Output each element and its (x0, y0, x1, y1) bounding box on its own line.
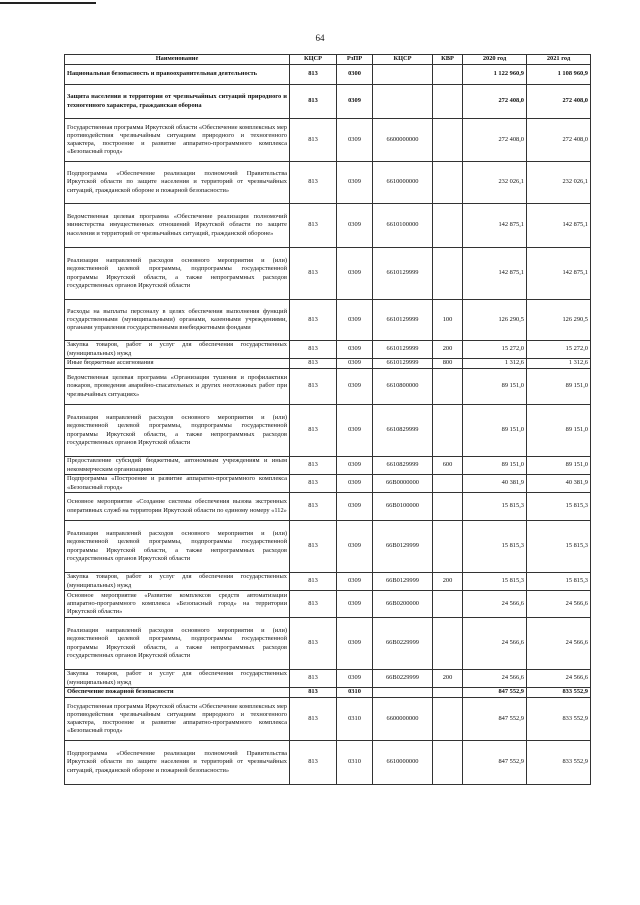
cell-kcsr: 66В0200000 (373, 591, 433, 618)
cell-rzpr: 0309 (337, 521, 373, 573)
cell-2020: 15 815,3 (463, 521, 527, 573)
cell-rzpr: 0309 (337, 359, 373, 369)
cell-kcsr: 66В0129999 (373, 573, 433, 591)
cell-kcsr: 6610129999 (373, 359, 433, 369)
table-row (65, 248, 591, 300)
cell-rzpr: 0309 (337, 618, 373, 670)
cell-2020: 24 566,6 (463, 591, 527, 618)
cell-name: Государственная программа Иркутской области «Обеспечение комплексных мер противодействия чрезвычайным ситуациям природного и техногенного характера, построение и развитие аппаратно-программного комплекса «Безопасный город» (65, 119, 290, 162)
col-header-kcsr-code: КЦСР (290, 55, 337, 65)
cell-2021: 15 815,3 (527, 521, 591, 573)
col-header-2021: 2021 год (527, 55, 591, 65)
cell-kcsr: 6600000000 (373, 698, 433, 741)
cell-name: Защита населения и территории от чрезвычайных ситуаций природного и техногенного характера, гражданская оборона (65, 85, 290, 119)
cell-rzpr: 0309 (337, 591, 373, 618)
cell-code: 813 (290, 162, 337, 204)
cell-code: 813 (290, 670, 337, 688)
cell-kvr (433, 493, 463, 521)
cell-2020: 40 381,9 (463, 475, 527, 493)
cell-kcsr: 66В0129999 (373, 521, 433, 573)
cell-kvr (433, 521, 463, 573)
cell-rzpr: 0309 (337, 573, 373, 591)
cell-kcsr: 6610100000 (373, 204, 433, 248)
cell-code: 813 (290, 618, 337, 670)
cell-name: Иные бюджетные ассигнования (65, 359, 290, 369)
cell-rzpr: 0309 (337, 85, 373, 119)
table-row (65, 688, 591, 698)
cell-code: 813 (290, 248, 337, 300)
table-row (65, 369, 591, 405)
cell-name: Закупка товаров, работ и услуг для обеспечения государственных (муниципальных) нужд (65, 573, 290, 591)
table-row (65, 341, 591, 359)
page-number: 64 (315, 33, 325, 43)
cell-kcsr: 6610800000 (373, 369, 433, 405)
table-row (65, 359, 591, 369)
cell-kcsr: 6610829999 (373, 457, 433, 475)
cell-2021: 24 566,6 (527, 670, 591, 688)
cell-rzpr: 0310 (337, 698, 373, 741)
cell-2020: 1 122 960,9 (463, 65, 527, 85)
cell-name: Реализация направлений расходов основного мероприятия и (или) ведомственной целевой программы, подпрограммы государственной программы Иркутской области, а также непрограммных расходов государственных органов Иркутской области (65, 405, 290, 457)
cell-code: 813 (290, 457, 337, 475)
cell-2020: 126 290,5 (463, 300, 527, 341)
cell-kcsr (373, 65, 433, 85)
cell-rzpr: 0309 (337, 369, 373, 405)
cell-2021: 272 408,0 (527, 85, 591, 119)
cell-kcsr: 66В0100000 (373, 493, 433, 521)
cell-rzpr: 0310 (337, 741, 373, 785)
table-row (65, 85, 591, 119)
table-row (65, 119, 591, 162)
col-header-kvr: КВР (433, 55, 463, 65)
table-row (65, 204, 591, 248)
cell-code: 813 (290, 493, 337, 521)
cell-code: 813 (290, 698, 337, 741)
cell-kvr (433, 405, 463, 457)
cell-kcsr: 66В0229999 (373, 670, 433, 688)
cell-name: Расходы на выплаты персоналу в целях обеспечения выполнения функций государственными (муниципальными) органами, казенными учреждениями, органами управления государственными внебюджетными фондами (65, 300, 290, 341)
cell-2020: 15 815,3 (463, 573, 527, 591)
cell-kvr: 600 (433, 457, 463, 475)
cell-rzpr: 0309 (337, 670, 373, 688)
cell-2021: 232 026,1 (527, 162, 591, 204)
cell-2021: 24 566,6 (527, 618, 591, 670)
col-header-rzpr: РзПР (337, 55, 373, 65)
cell-2020: 15 272,0 (463, 341, 527, 359)
cell-2020: 232 026,1 (463, 162, 527, 204)
cell-kvr (433, 85, 463, 119)
cell-2021: 142 875,1 (527, 204, 591, 248)
cell-name: Подпрограмма «Построение и развитие аппаратно-программного комплекса «Безопасный город» (65, 475, 290, 493)
cell-2020: 142 875,1 (463, 204, 527, 248)
cell-rzpr: 0310 (337, 688, 373, 698)
cell-kvr (433, 162, 463, 204)
cell-kvr: 200 (433, 341, 463, 359)
cell-name: Национальная безопасность и правоохранительная деятельность (65, 65, 290, 85)
cell-2020: 15 815,3 (463, 493, 527, 521)
col-header-name: Наименование (65, 55, 290, 65)
cell-kcsr: 66В0229999 (373, 618, 433, 670)
cell-name: Ведомственная целевая программа «Обеспечение реализации полномочий министерства имущественных отношений Иркутской области по защите населения и территорий от чрезвычайных ситуаций, гражданской обороне» (65, 204, 290, 248)
cell-code: 813 (290, 405, 337, 457)
cell-rzpr: 0309 (337, 300, 373, 341)
cell-kvr: 200 (433, 670, 463, 688)
table-row (65, 457, 591, 475)
table-row (65, 670, 591, 688)
cell-kvr (433, 119, 463, 162)
col-header-kcsr: КЦСР (373, 55, 433, 65)
cell-2021: 142 875,1 (527, 248, 591, 300)
cell-kcsr (373, 688, 433, 698)
cell-code: 813 (290, 688, 337, 698)
cell-kcsr: 6610829999 (373, 405, 433, 457)
cell-code: 813 (290, 119, 337, 162)
cell-2021: 89 151,0 (527, 405, 591, 457)
cell-2020: 89 151,0 (463, 369, 527, 405)
cell-2020: 847 552,9 (463, 741, 527, 785)
cell-name: Государственная программа Иркутской области «Обеспечение комплексных мер противодействия чрезвычайным ситуациям природного и техногенного характера, построение и развитие аппаратно-программного комплекса «Безопасный город» (65, 698, 290, 741)
cell-2021: 40 381,9 (527, 475, 591, 493)
cell-code: 813 (290, 341, 337, 359)
cell-2021: 833 552,9 (527, 741, 591, 785)
cell-code: 813 (290, 204, 337, 248)
cell-2020: 1 312,6 (463, 359, 527, 369)
cell-2020: 142 875,1 (463, 248, 527, 300)
cell-kcsr: 66В0000000 (373, 475, 433, 493)
cell-kcsr: 6610129999 (373, 248, 433, 300)
cell-kvr (433, 475, 463, 493)
table-row (65, 741, 591, 785)
table-header-row (65, 55, 591, 65)
cell-kvr (433, 688, 463, 698)
cell-code: 813 (290, 475, 337, 493)
cell-2020: 89 151,0 (463, 405, 527, 457)
cell-2021: 272 408,0 (527, 119, 591, 162)
cell-kvr: 100 (433, 300, 463, 341)
cell-2020: 847 552,9 (463, 698, 527, 741)
cell-2021: 1 312,6 (527, 359, 591, 369)
cell-code: 813 (290, 85, 337, 119)
cell-name: Основное мероприятие «Развитие комплексов средств автоматизации аппаратно-программного комплекса «Безопасный город» на территории Иркутской области» (65, 591, 290, 618)
cell-2020: 89 151,0 (463, 457, 527, 475)
cell-kcsr: 6610000000 (373, 162, 433, 204)
cell-name: Подпрограмма «Обеспечение реализации полномочий Правительства Иркутской области по защите населения и территорий от чрезвычайных ситуаций, гражданской обороне и пожарной безопасности» (65, 162, 290, 204)
cell-name: Обеспечение пожарной безопасности (65, 688, 290, 698)
scan-edge-line (0, 2, 96, 4)
cell-code: 813 (290, 65, 337, 85)
cell-2021: 89 151,0 (527, 369, 591, 405)
cell-kvr (433, 369, 463, 405)
cell-2021: 89 151,0 (527, 457, 591, 475)
cell-rzpr: 0309 (337, 457, 373, 475)
cell-name: Подпрограмма «Обеспечение реализации полномочий Правительства Иркутской области по защите населения и территорий от чрезвычайных ситуаций, гражданской обороне и пожарной безопасности» (65, 741, 290, 785)
cell-code: 813 (290, 300, 337, 341)
cell-kcsr: 6610129999 (373, 300, 433, 341)
col-header-2020: 2020 год (463, 55, 527, 65)
cell-rzpr: 0309 (337, 248, 373, 300)
cell-code: 813 (290, 591, 337, 618)
cell-rzpr: 0309 (337, 475, 373, 493)
cell-code: 813 (290, 741, 337, 785)
cell-2020: 24 566,6 (463, 618, 527, 670)
table-row (65, 65, 591, 85)
table-row (65, 162, 591, 204)
cell-name: Закупка товаров, работ и услуг для обеспечения государственных (муниципальных) нужд (65, 670, 290, 688)
table-row (65, 521, 591, 573)
cell-rzpr: 0309 (337, 341, 373, 359)
cell-2020: 24 566,6 (463, 670, 527, 688)
cell-2020: 847 552,9 (463, 688, 527, 698)
table-row (65, 618, 591, 670)
cell-name: Основное мероприятие «Создание системы обеспечения вызова экстренных оперативных служб на территории Иркутской области по единому номеру «112» (65, 493, 290, 521)
table-row (65, 493, 591, 521)
cell-kcsr (373, 85, 433, 119)
table-row (65, 475, 591, 493)
cell-rzpr: 0309 (337, 493, 373, 521)
budget-table (64, 54, 591, 785)
cell-kvr (433, 618, 463, 670)
cell-rzpr: 0309 (337, 119, 373, 162)
cell-kcsr: 6610000000 (373, 741, 433, 785)
cell-code: 813 (290, 573, 337, 591)
cell-code: 813 (290, 369, 337, 405)
cell-2021: 1 108 960,9 (527, 65, 591, 85)
table-row (65, 573, 591, 591)
cell-kcsr: 6610129999 (373, 341, 433, 359)
cell-rzpr: 0309 (337, 162, 373, 204)
cell-rzpr: 0300 (337, 65, 373, 85)
cell-rzpr: 0309 (337, 204, 373, 248)
cell-kcsr: 6600000000 (373, 119, 433, 162)
cell-2020: 272 408,0 (463, 85, 527, 119)
cell-2021: 833 552,9 (527, 688, 591, 698)
cell-kvr (433, 741, 463, 785)
table-row (65, 591, 591, 618)
cell-name: Закупка товаров, работ и услуг для обеспечения государственных (муниципальных) нужд (65, 341, 290, 359)
cell-2021: 24 566,6 (527, 591, 591, 618)
cell-2021: 15 815,3 (527, 493, 591, 521)
cell-name: Реализация направлений расходов основного мероприятия и (или) ведомственной целевой программы, подпрограммы государственной программы Иркутской области, а также непрограммных расходов государственных органов Иркутской области (65, 618, 290, 670)
cell-name: Ведомственная целевая программа «Организация тушения и профилактики пожаров, проведения аварийно-спасательных и других неотложных работ при чрезвычайных ситуациях» (65, 369, 290, 405)
cell-2020: 272 408,0 (463, 119, 527, 162)
cell-kvr: 800 (433, 359, 463, 369)
cell-rzpr: 0309 (337, 405, 373, 457)
cell-kvr (433, 204, 463, 248)
cell-kvr (433, 591, 463, 618)
cell-code: 813 (290, 521, 337, 573)
cell-name: Реализация направлений расходов основного мероприятия и (или) ведомственной целевой программы, подпрограммы государственной программы Иркутской области, а также непрограммных расходов государственных органов Иркутской области (65, 521, 290, 573)
cell-name: Предоставление субсидий бюджетным, автономным учреждениям и иным некоммерческим организациям (65, 457, 290, 475)
cell-2021: 833 552,9 (527, 698, 591, 741)
table-row (65, 405, 591, 457)
cell-kvr: 200 (433, 573, 463, 591)
table-row (65, 698, 591, 741)
cell-kvr (433, 698, 463, 741)
cell-2021: 15 815,3 (527, 573, 591, 591)
cell-code: 813 (290, 359, 337, 369)
cell-kvr (433, 248, 463, 300)
cell-kvr (433, 65, 463, 85)
table-row (65, 300, 591, 341)
cell-2021: 15 272,0 (527, 341, 591, 359)
cell-2021: 126 290,5 (527, 300, 591, 341)
cell-name: Реализация направлений расходов основного мероприятия и (или) ведомственной целевой программы, подпрограммы государственной программы Иркутской области, а также непрограммных расходов государственных органов Иркутской области (65, 248, 290, 300)
